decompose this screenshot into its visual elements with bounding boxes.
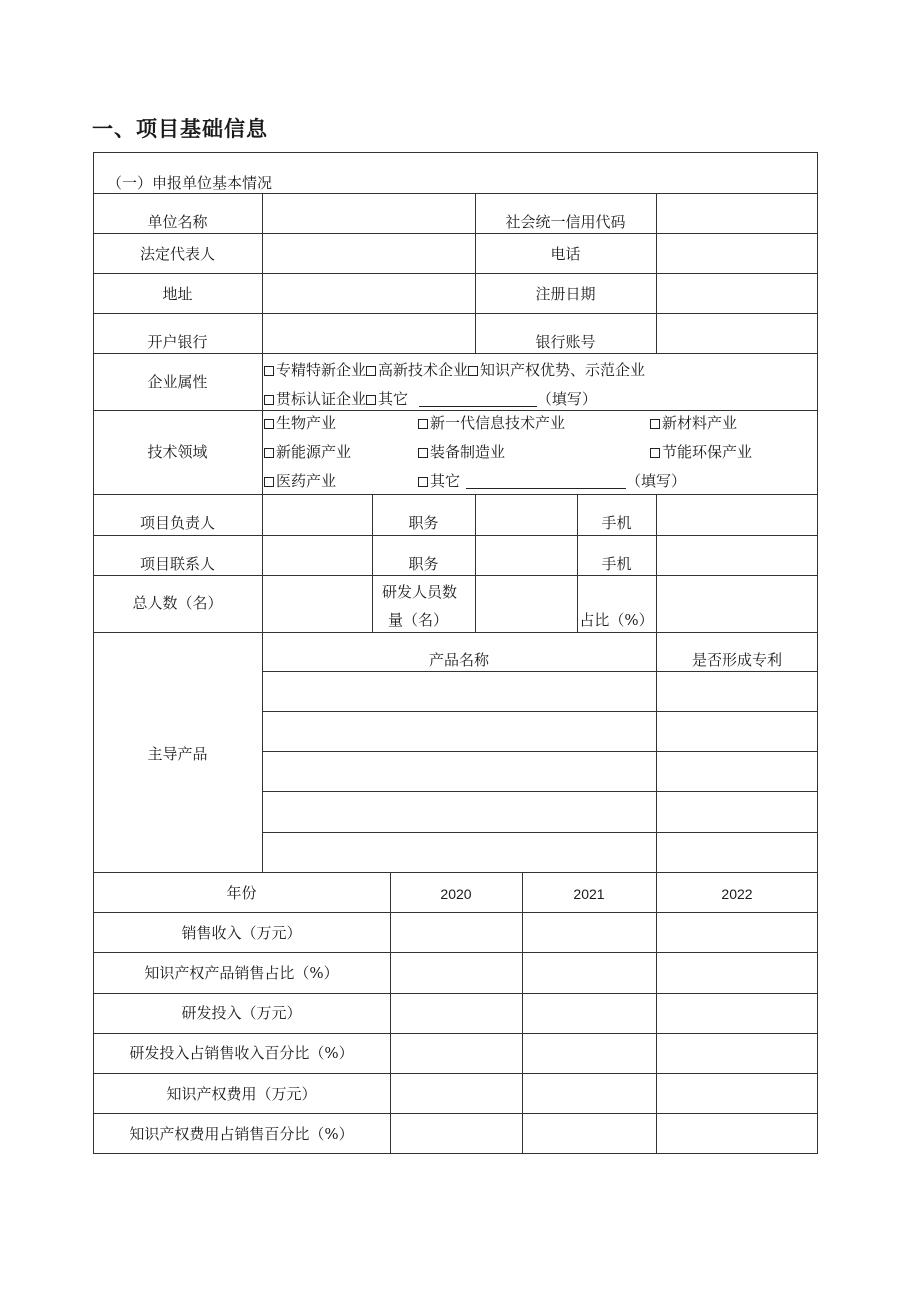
- tech-option-eco: [650, 443, 752, 461]
- bank-field[interactable]: [263, 314, 475, 353]
- option-medical-label: 医药产业: [276, 472, 337, 490]
- enterprise-attr-label: 企业属性: [147, 373, 208, 391]
- contact-position-label: 职务: [408, 555, 439, 573]
- finance-row-label: 知识产权费用（万元）: [166, 1085, 317, 1103]
- tech-option-equipment: [418, 443, 505, 461]
- legal-rep-label: 法定代表人: [139, 245, 215, 263]
- finance-row-label: 知识产权产品销售占比（%）: [144, 964, 339, 982]
- checkbox-energy[interactable]: [264, 448, 274, 458]
- option-enterprise-other-label: 其它: [378, 390, 409, 408]
- enterprise-other-blank[interactable]: [419, 393, 537, 407]
- ratio-label: 占比（%）: [579, 611, 654, 629]
- enterprise-fill-label: （填写）: [536, 390, 597, 408]
- year-2022: 2022: [721, 886, 753, 902]
- enterprise-options-line2: [264, 390, 597, 408]
- tech-option-energy: [264, 443, 351, 461]
- project-leader-label: 项目负责人: [139, 514, 215, 532]
- tech-fill-label: （填写）: [626, 472, 687, 490]
- product-name-header: 产品名称: [428, 651, 489, 669]
- tech-option-it: [418, 414, 565, 432]
- address-label: 地址: [162, 285, 193, 303]
- option-ip-advantage-label: 知识产权优势、示范企业: [480, 361, 646, 379]
- phone-field[interactable]: [657, 234, 817, 273]
- address-field[interactable]: [263, 274, 475, 313]
- option-hightech-label: 高新技术企业: [378, 361, 469, 379]
- option-eco-label: 节能环保产业: [662, 443, 753, 461]
- option-equipment-label: 装备制造业: [430, 443, 506, 461]
- rd-staff-label-line1: 研发人员数: [382, 583, 458, 601]
- contact-mobile-label: 手机: [601, 555, 632, 573]
- enterprise-options-line1: [264, 361, 645, 379]
- section-title: （一）申报单位基本情况: [107, 174, 273, 192]
- year-2021: 2021: [573, 886, 605, 902]
- rd-staff-label-line2: 量（名）: [388, 611, 449, 629]
- option-specialized-label: 专精特新企业: [276, 361, 367, 379]
- checkbox-certified[interactable]: [264, 395, 274, 405]
- finance-row-label: 销售收入（万元）: [181, 924, 302, 942]
- option-bio-label: 生物产业: [276, 414, 337, 432]
- option-material-label: 新材料产业: [662, 414, 738, 432]
- option-it-label: 新一代信息技术产业: [430, 414, 566, 432]
- credit-code-label: 社会统一信用代码: [505, 213, 626, 231]
- checkbox-medical[interactable]: [264, 477, 274, 487]
- checkbox-ip-advantage[interactable]: [468, 366, 478, 376]
- checkbox-eco[interactable]: [650, 448, 660, 458]
- unit-name-label: 单位名称: [147, 213, 208, 231]
- year-header: 年份: [226, 884, 257, 902]
- year-2020: 2020: [440, 886, 472, 902]
- main-products-label: 主导产品: [147, 745, 208, 763]
- finance-row-label: 知识产权费用占销售百分比（%）: [129, 1125, 354, 1143]
- checkbox-equipment[interactable]: [418, 448, 428, 458]
- checkbox-enterprise-other[interactable]: [366, 395, 376, 405]
- leader-mobile-label: 手机: [601, 514, 632, 532]
- tech-option-medical: [264, 472, 336, 490]
- checkbox-hightech[interactable]: [366, 366, 376, 376]
- credit-code-field[interactable]: [657, 194, 817, 233]
- phone-label: 电话: [550, 245, 581, 263]
- finance-row-label: 研发投入占销售收入百分比（%）: [129, 1044, 354, 1062]
- bank-account-field[interactable]: [657, 314, 817, 353]
- option-tech-other-label: 其它: [430, 472, 461, 490]
- finance-row-label: 研发投入（万元）: [181, 1004, 302, 1022]
- checkbox-material[interactable]: [650, 419, 660, 429]
- checkbox-specialized[interactable]: [264, 366, 274, 376]
- checkbox-bio[interactable]: [264, 419, 274, 429]
- tech-option-material: [650, 414, 737, 432]
- legal-rep-field[interactable]: [263, 234, 475, 273]
- option-energy-label: 新能源产业: [276, 443, 352, 461]
- tech-option-bio: [264, 414, 336, 432]
- reg-date-label: 注册日期: [535, 285, 596, 303]
- patent-formed-header: 是否形成专利: [691, 651, 782, 669]
- page-title: 一、项目基础信息: [92, 117, 268, 141]
- leader-position-label: 职务: [408, 514, 439, 532]
- bank-account-label: 银行账号: [535, 333, 596, 351]
- reg-date-field[interactable]: [657, 274, 817, 313]
- checkbox-tech-other[interactable]: [418, 477, 428, 487]
- tech-other-blank[interactable]: [466, 475, 626, 489]
- checkbox-it[interactable]: [418, 419, 428, 429]
- bank-label: 开户银行: [147, 333, 208, 351]
- project-contact-label: 项目联系人: [139, 555, 215, 573]
- total-staff-label: 总人数（名）: [132, 594, 223, 612]
- option-certified-label: 贯标认证企业: [276, 390, 367, 408]
- tech-option-other: [418, 472, 686, 490]
- tech-field-label: 技术领域: [147, 443, 208, 461]
- unit-name-field[interactable]: [263, 194, 475, 233]
